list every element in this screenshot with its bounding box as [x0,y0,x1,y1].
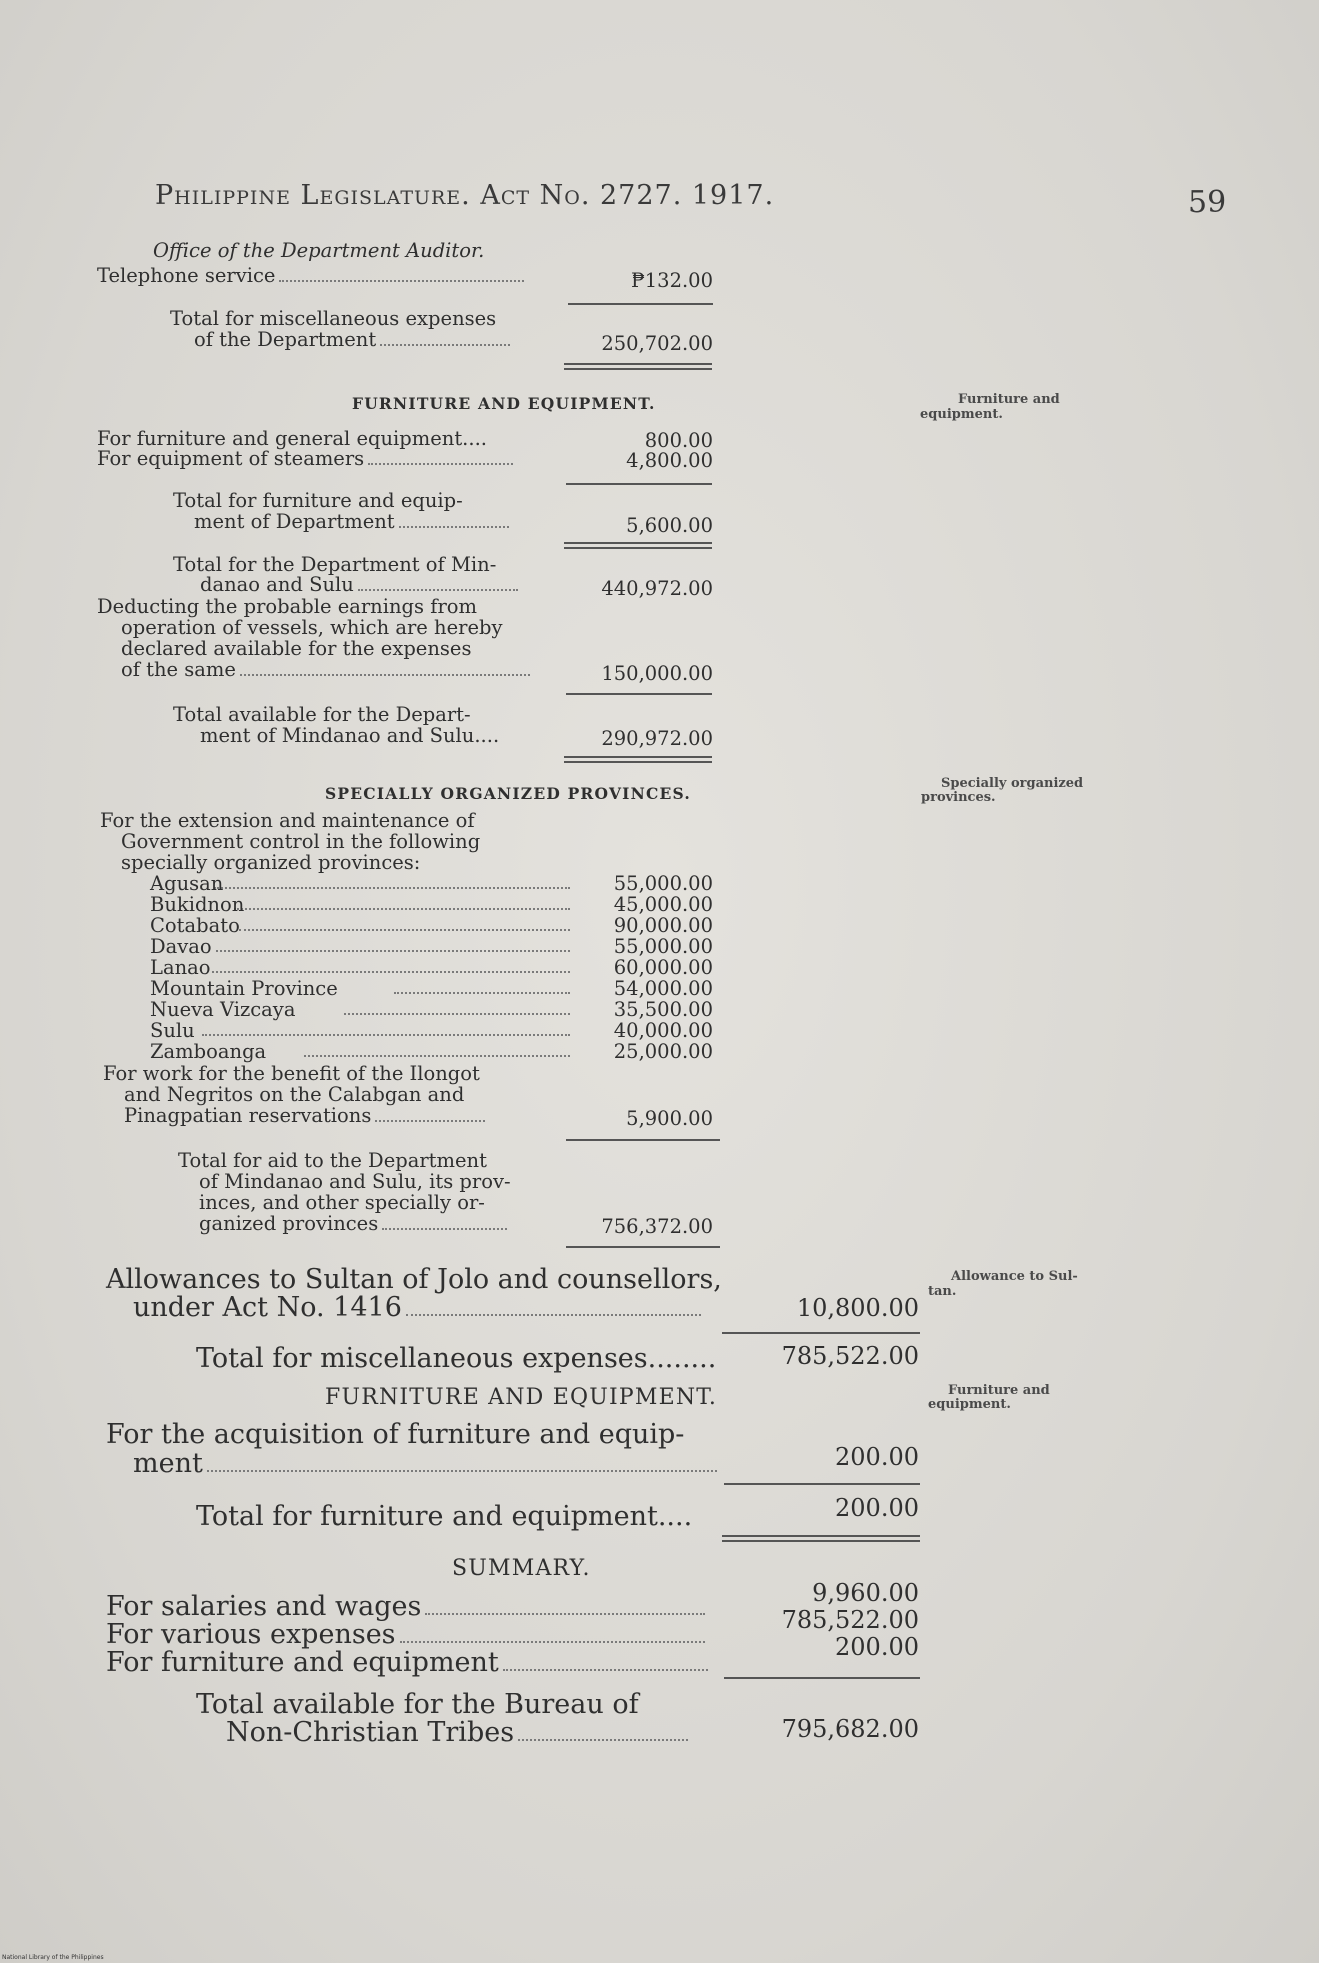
rule [724,1677,920,1679]
furniture2-label-1: For the acquisition of furniture and equip- [106,1419,685,1450]
ilongot-amount: 5,900.00 [626,1107,713,1130]
furniture-total-amount: 5,600.00 [626,514,713,537]
margin-note-sultan-a: Allowance to Sul- [951,1269,1078,1284]
page-number: 59 [1188,185,1227,220]
rule [722,1332,920,1334]
province-row: Cotabato [150,915,570,936]
summary-total-label-1: Total available for the Bureau of [196,1689,639,1720]
furniture-heading-1: FURNITURE AND EQUIPMENT. [352,394,656,413]
summary-furniture-amount: 200.00 [835,1633,919,1661]
furniture-total-label-1: Total for furniture and equip- [173,489,463,512]
rule [568,303,713,305]
rule [566,1246,720,1248]
library-watermark: National Library of the Philippines [2,1954,104,1961]
provinces-intro-3: specially organized provinces: [121,851,421,874]
province-amount: 54,000.00 [613,977,713,1000]
province-row: Lanao [150,957,570,978]
misc-dept-total-label-2: of the Department [194,329,510,350]
provinces-heading: SPECIALLY ORGANIZED PROVINCES. [325,784,691,803]
summary-total-amount: 795,682.00 [781,1715,919,1743]
margin-note-furniture-1b: equipment. [920,407,1003,422]
furniture-total-label-2: ment of Department [194,511,509,532]
margin-note-furniture-1a: Furniture and [958,392,1060,407]
province-amount: 40,000.00 [613,1019,713,1042]
double-rule [564,542,712,549]
province-row: Davao [150,936,570,957]
mindanao-total-label-1: Total for the Department of Min- [173,553,497,576]
mindanao-total-amount: 440,972.00 [601,577,713,600]
margin-note-provinces-b: provinces. [921,790,996,805]
province-amount: 25,000.00 [613,1040,713,1063]
steamers-amount: 4,800.00 [626,449,713,472]
aid-label-3: inces, and other specially or- [199,1191,485,1214]
furniture-heading-2: FURNITURE AND EQUIPMENT. [325,1385,718,1410]
sultan-label-1: Allowances to Sultan of Jolo and counsellors, [106,1264,722,1295]
rule [566,483,712,485]
margin-note-furniture-2b: equipment. [928,1397,1011,1412]
mindanao-avail-label-2: ment of Mindanao and Sulu.... [200,724,500,747]
province-row: Zamboanga [150,1041,570,1062]
summary-heading: SUMMARY. [452,1556,591,1581]
ilongot-label-2: and Negritos on the Calabgan and [124,1083,465,1106]
furniture2-amount: 200.00 [835,1443,919,1471]
summary-salaries-amount: 9,960.00 [812,1579,919,1607]
province-amount: 35,500.00 [613,998,713,1021]
ilongot-label-1: For work for the benefit of the Ilongot [103,1062,480,1085]
margin-note-furniture-2a: Furniture and [948,1383,1050,1398]
province-row: Nueva Vizcaya [150,999,570,1020]
deduct-line-4: of the same [121,659,530,680]
telephone-amount: ₱132.00 [631,269,713,292]
margin-note-provinces-a: Specially organized [941,776,1084,791]
aid-label-1: Total for aid to the Department [178,1149,487,1172]
deduct-line-1: Deducting the probable earnings from [97,595,477,618]
running-header: Philippine Legislature. Act No. 2727. 1917. [155,180,775,211]
sultan-amount: 10,800.00 [796,1294,919,1322]
general-equipment-label: For furniture and general equipment.... [97,427,487,450]
deduct-line-2: operation of vessels, which are hereby [121,616,503,639]
province-amount: 45,000.00 [613,893,713,916]
aid-label-4: ganized provinces [199,1213,507,1234]
sultan-label-2: under Act No. 1416 [133,1293,701,1323]
province-row: Agusan [150,873,570,894]
summary-salaries-label: For salaries and wages [106,1592,705,1622]
steamers-label: For equipment of steamers [97,448,513,469]
deduct-amount: 150,000.00 [601,662,713,685]
provinces-intro-1: For the extension and maintenance of [100,809,475,832]
mindanao-avail-label-1: Total available for the Depart- [173,703,471,726]
provinces-intro-2: Government control in the following [121,830,481,853]
province-list [150,873,570,1062]
summary-various-label: For various expenses [106,1620,705,1650]
summary-furniture-label: For furniture and equipment [106,1648,708,1678]
province-amounts [614,873,713,1062]
furniture2-label-2: ment [133,1449,717,1479]
double-rule [564,363,712,370]
margin-note-sultan-b: tan. [928,1284,957,1299]
summary-total-label-2: Non-Christian Tribes [226,1718,688,1748]
furniture2-total-label: Total for furniture and equipment.... [196,1501,693,1532]
summary-various-amount: 785,522.00 [781,1606,919,1634]
double-rule [564,756,712,763]
summary-amounts [782,1580,919,1661]
aid-label-2: of Mindanao and Sulu, its prov- [199,1170,511,1193]
province-row: Bukidnon [150,894,570,915]
furniture2-total-amount: 200.00 [835,1494,919,1522]
province-amount: 55,000.00 [613,935,713,958]
province-amount: 90,000.00 [613,914,713,937]
mindanao-avail-amount: 290,972.00 [601,727,713,750]
aid-amount: 756,372.00 [601,1215,713,1238]
auditor-heading: Office of the Department Auditor. [153,239,485,262]
ilongot-label-3: Pinagpatian reservations [124,1105,485,1126]
deduct-line-3: declared available for the expenses [121,637,472,660]
telephone-label: Telephone service [97,265,524,286]
province-row: Mountain Province [150,978,570,999]
province-amount: 55,000.00 [613,872,713,895]
general-equipment-amount: 800.00 [644,429,713,452]
rule [724,1483,920,1485]
province-row: Sulu [150,1020,570,1041]
misc-dept-total-label-1: Total for miscellaneous expenses [170,307,497,330]
misc-total-amount: 785,522.00 [781,1342,919,1370]
rule [566,1139,720,1141]
mindanao-total-label-2: danao and Sulu [200,574,518,595]
rule [566,693,712,695]
misc-total-label: Total for miscellaneous expenses........ [196,1343,717,1374]
province-amount: 60,000.00 [613,956,713,979]
misc-dept-total-amount: 250,702.00 [601,332,713,355]
double-rule [722,1535,920,1542]
